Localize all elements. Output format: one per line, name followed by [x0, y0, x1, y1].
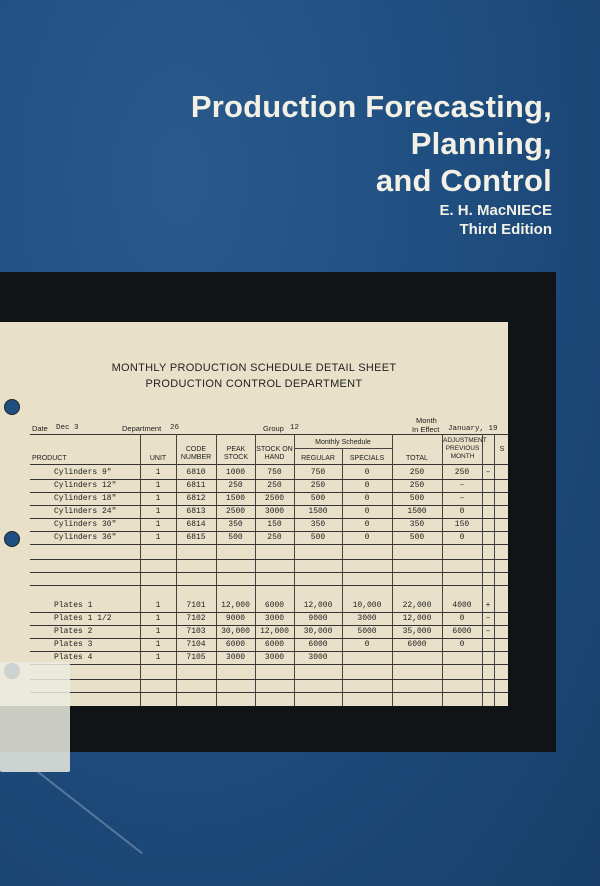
header-product: PRODUCT: [32, 455, 67, 462]
cell-code: 7103: [186, 627, 206, 636]
binder-hole-icon: [4, 531, 20, 547]
cell-sign: +: [485, 601, 491, 610]
cell-product: Cylinders 36": [54, 533, 117, 542]
cell-unit: 1: [155, 614, 161, 623]
cell-specials: 0: [364, 507, 370, 516]
row-rule: [30, 612, 508, 613]
title-block: [191, 88, 552, 239]
cell-peak: 30,000: [221, 627, 250, 636]
cell-stock: 750: [267, 468, 282, 477]
cell-product: Cylinders 24": [54, 507, 117, 516]
row-rule: [30, 625, 508, 626]
cell-regular: 500: [310, 533, 326, 542]
cell-specials: 10,000: [352, 601, 382, 610]
cell-adj: 250: [454, 468, 470, 477]
row-rule: [30, 492, 508, 493]
cell-unit: 1: [155, 653, 161, 662]
cell-code: 7101: [186, 601, 206, 610]
title-line-3: and Control: [375, 163, 552, 198]
cell-stock: 6000: [264, 601, 285, 610]
cell-adj: 0: [459, 640, 465, 649]
cell-unit: 1: [155, 640, 161, 649]
cell-unit: 1: [155, 507, 161, 516]
library-tape: [0, 662, 70, 772]
header-code: CODE NUMBER: [180, 446, 212, 461]
cell-unit: 1: [155, 468, 161, 477]
edition: Third Edition: [459, 221, 552, 238]
date-label: Date: [32, 424, 48, 433]
cell-unit: 1: [155, 601, 161, 610]
cell-adj: 0: [459, 507, 465, 516]
cell-product: Cylinders 30": [54, 520, 117, 529]
sheet-subtitle: PRODUCTION CONTROL DEPARTMENT: [145, 378, 363, 390]
cell-code: 7105: [186, 653, 206, 662]
cell-adj: 150: [454, 520, 470, 529]
cell-code: 7102: [186, 614, 206, 623]
cell-total: 500: [409, 533, 425, 542]
cell-peak: 1000: [225, 468, 246, 477]
cell-stock: 2500: [264, 494, 285, 503]
cell-stock: 150: [267, 520, 282, 529]
cell-stock: 3000: [264, 507, 285, 516]
sheet-title: MONTHLY PRODUCTION SCHEDULE DETAIL SHEET: [111, 362, 397, 374]
cell-peak: 1500: [225, 494, 246, 503]
row-rule: [30, 585, 508, 586]
cell-specials: 0: [364, 533, 370, 542]
cell-specials: 0: [364, 481, 370, 490]
row-rule: [30, 544, 508, 545]
header-peak: PEAK STOCK: [224, 446, 248, 461]
rule-top: [30, 434, 508, 435]
cell-adj: –: [459, 494, 465, 503]
row-rule: [30, 664, 508, 665]
cell-regular: 6000: [308, 640, 328, 649]
cell-unit: 1: [155, 494, 161, 503]
cell-code: 7104: [186, 640, 206, 649]
row-rule: [30, 572, 508, 573]
row-rule: [30, 559, 508, 560]
cell-unit: 1: [155, 627, 161, 636]
cell-peak: 500: [228, 533, 243, 542]
cell-product: Plates 1: [54, 601, 93, 610]
title-line-1: Production Forecasting,: [190, 89, 552, 124]
cell-code: 6810: [186, 468, 206, 477]
cell-peak: 2500: [225, 507, 246, 516]
cell-product: Cylinders 9": [54, 468, 112, 477]
cell-total: 250: [409, 481, 425, 490]
in-effect-label: In Effect: [412, 425, 440, 434]
cell-specials: 0: [364, 468, 370, 477]
cell-code: 6815: [186, 533, 206, 542]
cell-adj: –: [459, 481, 465, 490]
month-label: Month: [416, 416, 437, 425]
binder-hole-icon: [4, 399, 20, 415]
cell-total: 350: [409, 520, 425, 529]
cell-stock: 12,000: [260, 627, 289, 636]
cell-regular: 9000: [308, 614, 328, 623]
cell-total: 6000: [407, 640, 427, 649]
row-rule: [30, 679, 508, 680]
cell-stock: 3000: [264, 614, 285, 623]
cell-regular: 1500: [308, 507, 328, 516]
cell-product: Plates 4: [54, 653, 93, 662]
cell-specials: 5000: [357, 627, 377, 636]
cell-adj: 6000: [452, 627, 472, 636]
rule-header: [30, 464, 508, 465]
row-rule: [30, 692, 508, 693]
header-extra: S: [499, 446, 505, 453]
cell-product: Plates 1 1/2: [54, 614, 112, 623]
cell-regular: 12,000: [303, 601, 333, 610]
cell-adj: 4000: [452, 601, 472, 610]
row-rule: [30, 651, 508, 652]
cell-peak: 9000: [225, 614, 246, 623]
cell-specials: 0: [364, 520, 370, 529]
department-label: Department: [122, 424, 162, 433]
header-stock: STOCK ON HAND: [256, 446, 293, 461]
cell-specials: 0: [364, 640, 370, 649]
cell-total: 250: [409, 468, 425, 477]
cell-product: Plates 2: [54, 627, 93, 636]
cell-product: Plates 3: [54, 640, 93, 649]
date-value: Dec 3: [56, 424, 79, 432]
row-rule: [30, 518, 508, 519]
cell-peak: 6000: [225, 640, 246, 649]
cell-specials: 3000: [357, 614, 377, 623]
cell-total: 500: [409, 494, 425, 503]
cell-stock: 250: [267, 533, 282, 542]
cell-total: 22,000: [402, 601, 432, 610]
cell-total: 12,000: [402, 614, 432, 623]
header-adjustment: ADJUSTMENT PREVIOUS MONTH: [443, 437, 487, 460]
cell-stock: 250: [267, 481, 282, 490]
cell-regular: 750: [310, 468, 326, 477]
cell-code: 6814: [186, 520, 206, 529]
row-rule: [30, 479, 508, 480]
in-effect-value: January, 19: [448, 425, 498, 433]
cell-peak: 12,000: [221, 601, 250, 610]
department-value: 26: [170, 424, 180, 432]
cell-regular: 500: [310, 494, 326, 503]
cell-sign: –: [485, 468, 491, 477]
cell-stock: 3000: [264, 653, 285, 662]
cell-peak: 3000: [225, 653, 246, 662]
cell-code: 6811: [186, 481, 206, 490]
cell-regular: 3000: [308, 653, 328, 662]
cell-sign: –: [485, 627, 491, 636]
header-monthly: Monthly Schedule: [315, 439, 371, 446]
cell-code: 6813: [186, 507, 206, 516]
cell-adj: 0: [459, 533, 465, 542]
header-regular: REGULAR: [301, 455, 335, 462]
cell-product: Cylinders 12": [54, 481, 117, 490]
cell-regular: 250: [310, 481, 326, 490]
header-unit: UNIT: [149, 455, 167, 462]
cell-regular: 30,000: [303, 627, 333, 636]
cell-code: 6812: [186, 494, 206, 503]
cell-unit: 1: [155, 520, 161, 529]
header-total: TOTAL: [406, 455, 428, 462]
cell-peak: 350: [228, 520, 243, 529]
cell-unit: 1: [155, 533, 161, 542]
col-rule: [494, 434, 495, 706]
cell-total: 35,000: [402, 627, 432, 636]
cell-stock: 6000: [264, 640, 285, 649]
cell-specials: 0: [364, 494, 370, 503]
group-value: 12: [290, 424, 300, 432]
cell-peak: 250: [228, 481, 243, 490]
title-line-2: Planning,: [410, 126, 552, 161]
group-label: Group: [263, 424, 284, 433]
author: E. H. MacNIECE: [439, 202, 552, 219]
row-rule: [30, 531, 508, 532]
row-rule: [30, 505, 508, 506]
cell-unit: 1: [155, 481, 161, 490]
cell-product: Cylinders 18": [54, 494, 117, 503]
rule-monthly: [294, 448, 392, 449]
cell-total: 1500: [407, 507, 427, 516]
header-specials: SPECIALS: [349, 455, 385, 462]
row-rule: [30, 638, 508, 639]
schedule-sheet: [0, 322, 508, 706]
cell-sign: –: [485, 614, 491, 623]
cell-regular: 350: [310, 520, 326, 529]
cell-adj: 0: [459, 614, 465, 623]
